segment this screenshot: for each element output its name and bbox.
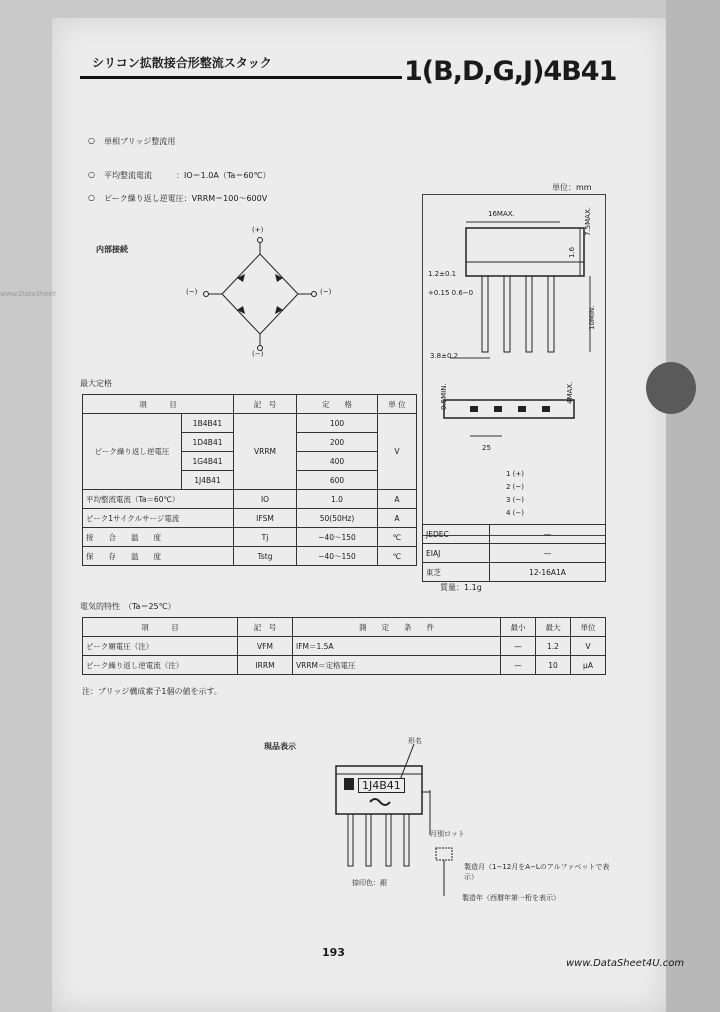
dim-side2: 4MAX. [566,381,574,404]
std-value: — [490,544,606,563]
header-rule [80,76,402,79]
min-cell: — [501,656,536,675]
table-header: 項 目 [83,395,234,414]
watermark: www.DataSheet4U.com [566,958,685,969]
dim-height: 7.5MAX. [584,207,592,236]
table-header: 定 格 [297,395,378,414]
marking-package-drawing [334,744,434,870]
value-cell: −40～150 [297,547,378,566]
symbol-cell: Tj [234,528,297,547]
unit-cell: V [571,637,606,656]
item-cell: ピーク1サイクルサージ電流 [83,509,234,528]
value-cell: 50(50Hz) [297,509,378,528]
vrrm-unit: V [378,414,417,490]
type-cell: 1J4B41 [182,471,234,490]
circuit-title: 内部接続 [96,245,128,254]
value-cell: −40～150 [297,528,378,547]
feature-average-current: 平均整流電流 ：IO＝1.0A（Ta＝60℃） [104,171,271,180]
application-text: 単相ブリッジ整流用 [104,137,176,146]
marking-leader-lines [420,790,460,900]
type-cell: 1D4B41 [182,433,234,452]
table-header: 測 定 条 件 [293,618,501,637]
weight-label: 質量：1.1g [440,583,482,592]
item-cell: ピーク順電圧（注） [83,637,238,656]
table-header: 記 号 [238,618,293,637]
marking-part-number: 1J4B41 [358,778,405,793]
table-header: 最大 [536,618,571,637]
std-label: JEDEC [423,525,490,544]
value-cell: 1.0 [297,490,378,509]
condition-cell: IFM＝1.5A [293,637,501,656]
unit-cell: ℃ [378,528,417,547]
min-cell: — [501,637,536,656]
std-label: 東芝 [423,563,490,582]
marking-lot-label: 月別ロット [430,830,465,838]
unit-cell: A [378,490,417,509]
max-cell: 1.2 [536,637,571,656]
pin-2: 2 (~) [506,483,525,491]
symbol-cell: Tstg [234,547,297,566]
item-cell: ピーク繰り返し逆電流（注） [83,656,238,675]
unit-cell: ℃ [378,547,417,566]
max-cell: 10 [536,656,571,675]
package-outline-drawing [430,200,600,460]
std-value: — [490,525,606,544]
value-cell: 600 [297,471,378,490]
dim-side1: 0.5MIN. [440,383,448,410]
table-header: 最小 [501,618,536,637]
type-cell: 1B4B41 [182,414,234,433]
feature-peak-voltage: ピーク繰り返し逆電圧：VRRM＝100～600V [104,194,268,203]
circuit-ac-left-label: (~) [186,288,198,296]
bullet-icon: ○ [88,170,95,179]
std-value: 12-16A1A [490,563,606,582]
standard-table [422,524,606,582]
dim-bottom: 25 [482,444,491,452]
value-cell: 400 [297,452,378,471]
header-subtitle: シリコン拡散接合形整流スタック [92,56,272,70]
pin-1: 1 (+) [506,470,525,478]
scanner-edge [666,0,720,1012]
marking-ink-label: 捺印色：銀 [352,879,387,887]
vrrm-label: ピーク繰り返し逆電圧 [83,414,182,490]
table-header: 項 目 [83,618,238,637]
electrical-table [82,617,606,675]
dim-width: 16MAX. [488,210,515,218]
bullet-icon: ○ [88,193,95,202]
vrrm-symbol: VRRM [234,414,297,490]
pin-list [506,468,524,520]
symbol-cell: IO [234,490,297,509]
symbol-cell: IRRM [238,656,293,675]
dim-lead-width2: +0.15 0.6−0 [428,289,474,297]
circuit-ac-right-label: (~) [320,288,332,296]
pin-4: 4 (−) [506,509,525,517]
table-note: 注：ブリッジ構成素子1個の値を示す。 [82,687,222,696]
table-header: 記 号 [234,395,297,414]
circuit-plus-label: (+) [252,226,264,234]
marking-title: 現品表示 [264,742,296,751]
dim-lead: 10MIN. [588,305,596,330]
bullet-icon: ○ [88,136,95,145]
condition-cell: VRRM＝定格電圧 [293,656,501,675]
index-tab [646,362,696,414]
marking-month-label: 製造月（1−12月をA−Lのアルファベットで表示） [464,863,610,881]
table-header: 単 位 [378,395,417,414]
marking-year-label: 製造年（西暦年第一桁を表示） [462,894,560,902]
dim-lead-width: 1.2±0.1 [428,270,457,278]
circuit-minus-label: (−) [252,350,264,358]
unit-label: 単位：mm [552,183,592,192]
std-label: EIAJ [423,544,490,563]
max-ratings-title: 最大定格 [80,379,112,388]
dim-h2: 1.6 [568,246,576,258]
symbol-cell: IFSM [234,509,297,528]
bridge-circuit-diagram [200,234,320,354]
dim-pitch: 3.8±0.2 [430,352,459,360]
symbol-cell: VFM [238,637,293,656]
item-cell: 平均整流電流（Ta＝60℃） [83,490,234,509]
unit-cell: A [378,509,417,528]
max-ratings-table [82,394,417,566]
pin-3: 3 (~) [506,496,525,504]
value-cell: 200 [297,433,378,452]
type-cell: 1G4B41 [182,452,234,471]
marking-type-label: 形名 [408,737,422,745]
electrical-title: 電気的特性 （Ta＝25℃） [80,602,176,611]
page-number: 193 [322,946,345,959]
side-watermark: www.DataSheet [0,290,56,298]
table-header: 単位 [571,618,606,637]
item-cell: 接 合 温 度 [83,528,234,547]
value-cell: 100 [297,414,378,433]
part-title: 1(B,D,G,J)4B41 [404,56,617,87]
unit-cell: μA [571,656,606,675]
item-cell: 保 存 温 度 [83,547,234,566]
